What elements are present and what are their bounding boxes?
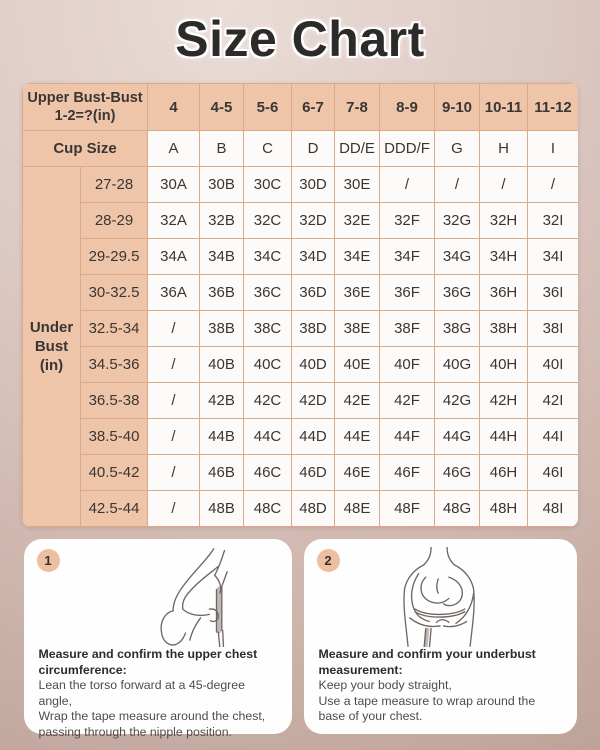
bra-size-cell: 46C xyxy=(244,455,292,491)
bra-size-cell: 40B xyxy=(200,347,244,383)
bra-size-cell: 32B xyxy=(200,203,244,239)
bra-size-cell: 32F xyxy=(380,203,435,239)
bra-size-cell: 40D xyxy=(292,347,335,383)
underbust-range-label: 40.5-42 xyxy=(81,455,148,491)
table-row xyxy=(23,239,579,275)
bra-size-cell: 32C xyxy=(244,203,292,239)
bra-size-cell: 48B xyxy=(200,491,244,527)
bra-size-cell: 38H xyxy=(480,311,528,347)
bra-size-cell: 38I xyxy=(528,311,578,347)
bra-size-cell: / xyxy=(148,347,200,383)
bra-size-cell: 32A xyxy=(148,203,200,239)
diff-column-header: 6-7 xyxy=(292,84,335,131)
bra-size-cell: / xyxy=(435,167,480,203)
bra-size-cell: 36C xyxy=(244,275,292,311)
bra-size-cell: 38E xyxy=(335,311,380,347)
diff-column-header: 10-11 xyxy=(480,84,528,131)
instruction-line: passing through the nipple position. xyxy=(38,724,232,739)
instruction-line: Lean the torso forward at a 45-degree angle, xyxy=(38,678,245,708)
bra-size-cell: 48F xyxy=(380,491,435,527)
bra-size-cell: 30D xyxy=(292,167,335,203)
bra-size-cell: 44H xyxy=(480,419,528,455)
underbust-range-label: 34.5-36 xyxy=(81,347,148,383)
bra-size-cell: 34F xyxy=(380,239,435,275)
bra-size-cell: 40H xyxy=(480,347,528,383)
table-row xyxy=(23,383,579,419)
bra-size-cell: 42B xyxy=(200,383,244,419)
bra-size-cell: 44G xyxy=(435,419,480,455)
upper-bust-diff-line2: 1-2=?(in) xyxy=(54,108,116,124)
instruction-card-upper-chest xyxy=(24,539,292,739)
bra-size-cell: 36I xyxy=(528,275,578,311)
bra-size-cell: 30E xyxy=(335,167,380,203)
table-row xyxy=(23,491,579,527)
bra-size-cell: 44E xyxy=(335,419,380,455)
underbust-range-label: 27-28 xyxy=(81,167,148,203)
bra-size-cell: 42C xyxy=(244,383,292,419)
bra-size-cell: / xyxy=(480,167,528,203)
bra-size-cell: 34D xyxy=(292,239,335,275)
step-2-badge: 2 xyxy=(317,549,340,572)
bra-size-cell: 32H xyxy=(480,203,528,239)
bra-size-cell: 36G xyxy=(435,275,480,311)
bra-size-cell: 46G xyxy=(435,455,480,491)
bra-size-cell: 36A xyxy=(148,275,200,311)
bra-size-cell: 48G xyxy=(435,491,480,527)
bra-size-cell: 46H xyxy=(480,455,528,491)
bra-size-cell: 38G xyxy=(435,311,480,347)
cup-size-cell: I xyxy=(528,131,578,167)
bra-size-cell: 36F xyxy=(380,275,435,311)
cup-size-cell: A xyxy=(148,131,200,167)
bra-size-cell: / xyxy=(148,491,200,527)
bra-size-cell: 36H xyxy=(480,275,528,311)
bra-size-cell: 44B xyxy=(200,419,244,455)
size-chart-table-container xyxy=(22,83,578,527)
table-row xyxy=(23,419,579,455)
instruction-line: Use a tape measure to wrap around the base of your chest. xyxy=(318,693,536,724)
bra-size-cell: 42G xyxy=(435,383,480,419)
bra-size-cell: / xyxy=(380,167,435,203)
bra-size-cell: 38F xyxy=(380,311,435,347)
bra-size-cell: 48C xyxy=(244,491,292,527)
underbust-range-label: 36.5-38 xyxy=(81,383,148,419)
bra-size-cell: 34B xyxy=(200,239,244,275)
bra-size-cell: 48E xyxy=(335,491,380,527)
bra-size-cell: 40F xyxy=(380,347,435,383)
bra-size-cell: 44F xyxy=(380,419,435,455)
bra-size-cell: 32D xyxy=(292,203,335,239)
bra-size-cell: 48I xyxy=(528,491,578,527)
underbust-range-label: 38.5-40 xyxy=(81,419,148,455)
underbust-measure-illustration xyxy=(319,547,562,647)
bra-size-cell: 40E xyxy=(335,347,380,383)
table-row xyxy=(23,167,579,203)
bra-size-cell: 42H xyxy=(480,383,528,419)
bra-size-cell: 34E xyxy=(335,239,380,275)
bra-size-cell: 34I xyxy=(528,239,578,275)
cup-size-cell: DDD/F xyxy=(380,131,435,167)
bra-size-cell: 42D xyxy=(292,383,335,419)
diff-column-header: 11-12 xyxy=(528,84,578,131)
table-row xyxy=(23,347,579,383)
diff-column-header: 8-9 xyxy=(380,84,435,131)
underbust-range-label: 29-29.5 xyxy=(81,239,148,275)
upper-chest-measure-illustration xyxy=(39,547,277,647)
bra-size-cell: 48H xyxy=(480,491,528,527)
instruction-heading: Measure and confirm your underbust measurement: xyxy=(318,647,536,677)
diff-column-header: 4 xyxy=(148,84,200,131)
instruction-heading: Measure and confirm the upper chest circumference: xyxy=(38,647,258,677)
upper-bust-diff-header xyxy=(23,84,148,131)
bra-size-cell: 30B xyxy=(200,167,244,203)
bra-size-cell: 34H xyxy=(480,239,528,275)
underbust-range-label: 28-29 xyxy=(81,203,148,239)
bra-size-cell: 46F xyxy=(380,455,435,491)
bra-size-cell: / xyxy=(148,383,200,419)
cup-size-header-row xyxy=(23,131,579,167)
bra-size-cell: 32E xyxy=(335,203,380,239)
bra-size-cell: / xyxy=(148,419,200,455)
bra-size-cell: 46D xyxy=(292,455,335,491)
bra-size-cell: 34A xyxy=(148,239,200,275)
bra-size-cell: 44C xyxy=(244,419,292,455)
bra-size-cell: 32G xyxy=(435,203,480,239)
cup-size-cell: H xyxy=(480,131,528,167)
bra-size-cell: 44D xyxy=(292,419,335,455)
cup-size-cell: G xyxy=(435,131,480,167)
bra-size-cell: 40C xyxy=(244,347,292,383)
bra-size-cell: 42I xyxy=(528,383,578,419)
bra-size-cell: 36E xyxy=(335,275,380,311)
bra-size-cell: 38D xyxy=(292,311,335,347)
bra-size-cell: 38C xyxy=(244,311,292,347)
bra-size-cell: / xyxy=(528,167,578,203)
bra-size-cell: 46B xyxy=(200,455,244,491)
instruction-line: Keep your body straight, xyxy=(318,678,452,693)
bra-size-cell: 36B xyxy=(200,275,244,311)
instruction-card-underbust xyxy=(304,539,577,734)
page-title: Size Chart xyxy=(175,11,425,67)
leaning-figure-illustration xyxy=(87,547,229,647)
cup-size-cell: C xyxy=(244,131,292,167)
upper-bust-diff-line1: Upper Bust-Bust xyxy=(27,90,143,106)
table-row xyxy=(23,311,579,347)
table-row xyxy=(23,203,579,239)
bra-size-cell: 30A xyxy=(148,167,200,203)
bra-size-cell: 40I xyxy=(528,347,578,383)
bra-size-cell: 46E xyxy=(335,455,380,491)
bust-difference-header-row xyxy=(23,84,579,131)
bra-size-cell: 38B xyxy=(200,311,244,347)
bra-size-cell: 34G xyxy=(435,239,480,275)
cup-size-cell: DD/E xyxy=(335,131,380,167)
bra-size-cell: 48D xyxy=(292,491,335,527)
diff-column-header: 7-8 xyxy=(335,84,380,131)
underbust-range-label: 42.5-44 xyxy=(81,491,148,527)
underbust-range-label: 30-32.5 xyxy=(81,275,148,311)
diff-column-header: 4-5 xyxy=(200,84,244,131)
bra-size-cell: 30C xyxy=(244,167,292,203)
bra-size-cell: / xyxy=(148,311,200,347)
bra-size-cell: 34C xyxy=(244,239,292,275)
instruction-line: Wrap the tape measure around the chest, xyxy=(38,709,266,724)
step-1-badge: 1 xyxy=(37,549,60,572)
size-chart-table xyxy=(22,83,578,527)
bra-size-cell: 44I xyxy=(528,419,578,455)
cup-size-cell: B xyxy=(200,131,244,167)
bra-size-cell: 46I xyxy=(528,455,578,491)
diff-column-header: 5-6 xyxy=(244,84,292,131)
underbust-range-label: 32.5-34 xyxy=(81,311,148,347)
diff-column-header: 9-10 xyxy=(435,84,480,131)
cup-size-label: Cup Size xyxy=(23,131,148,167)
bra-size-cell: 36D xyxy=(292,275,335,311)
table-row xyxy=(23,275,579,311)
bra-size-cell: 40G xyxy=(435,347,480,383)
bra-size-cell: 42F xyxy=(380,383,435,419)
bra-size-cell: / xyxy=(148,455,200,491)
upright-figure-illustration xyxy=(369,547,511,647)
measuring-instructions xyxy=(24,539,577,739)
bra-size-cell: 42E xyxy=(335,383,380,419)
bra-size-cell: 32I xyxy=(528,203,578,239)
cup-size-cell: D xyxy=(292,131,335,167)
table-row xyxy=(23,455,579,491)
under-bust-header: Under Bust (in) xyxy=(23,167,81,527)
